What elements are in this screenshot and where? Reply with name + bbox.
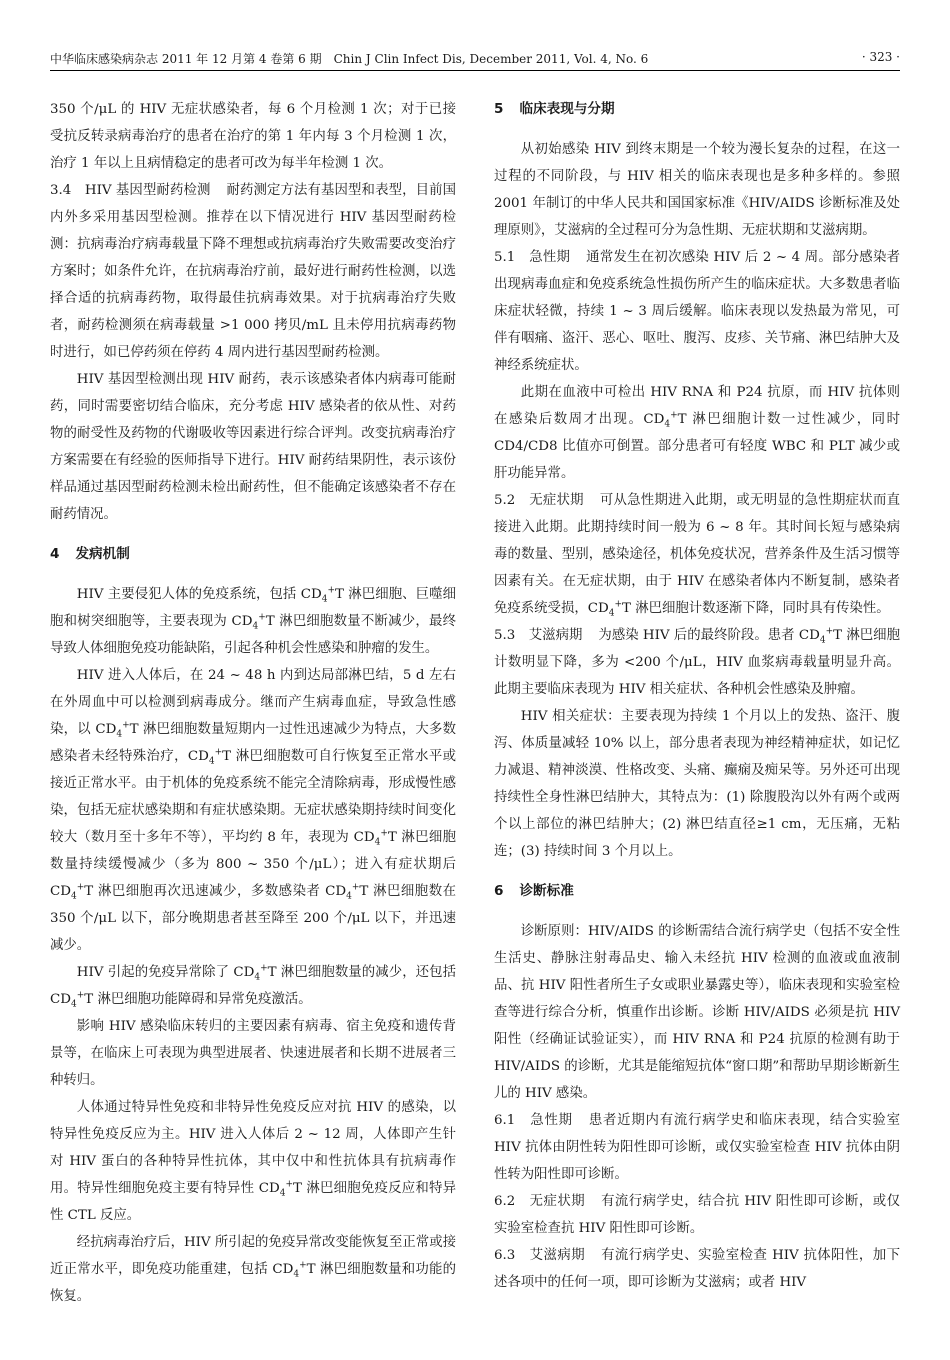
section-3-4 xyxy=(50,177,456,366)
section-6-3: 6.3 艾滋病期 有流行病学史、实验室检查 HIV 抗体阳性，加下述各项中的任何一项，即可诊断为艾滋病；或者 HIV xyxy=(494,1248,900,1290)
journal-citation: 中华临床感染病杂志 2011 年 12 月第 4 卷第 6 期 Chin J Clin Infect Dis, December 2011, Vol. 4, No. 6 xyxy=(50,52,649,66)
page-number: · 323 · xyxy=(861,50,900,64)
paragraph: 人体通过特异性免疫和非特异性免疫反应对抗 HIV 的感染，以特异性免疫反应为主。HIV 进入人体后 2 ~ 12 周，人体即产生针对 HIV 蛋白的各种特异性抗体，其中仅中和性抗体具有抗病毒作用。特异性细胞免疫主要有特异性 $CD_4^+T$ 淋巴细胞免疫反应和特异性 CTL 反应。 xyxy=(50,1100,456,1223)
paragraph: HIV 进入人体后，在 24 ~ 48 h 内到达局部淋巴结，5 d 左右在外周血中可以检测到病毒成分。继而产生病毒血症，导致急性感染，以 $CD_4^+T$ 淋巴细胞数量短期内一过性迅速减少为特点，大多数感染者未经特殊治疗，$CD_4^+T$ 淋巴细胞数可自行恢复至正常水平或接近正常水平。由于机体的免疫系统不能完全清除病毒，形成慢性感染，包括无症状感染期和有症状感染期。无症状感染期持续时间变化较大（数月至十多年不等），平均约 8 年，表现为 $CD_4^+T$ 淋巴细胞数量持续缓慢减少（多为 800 ~ 350 个/μL）；进入有症状期后 $CD_4^+T$ 淋巴细胞再次迅速减少，多数感染者 $CD_4^+T$ 淋巴细胞数在 350 个/μL 以下，部分晚期患者甚至降至 200 个/μL 以下，并迅速减少。 xyxy=(50,668,457,953)
section-heading: 5 临床表现与分期 xyxy=(494,101,615,117)
paragraph: 此期在血液中可检出 HIV RNA 和 P24 抗原，而 HIV 抗体则在感染后数周才出现。$CD_4^+T$ 淋巴细胞计数一过性减少，同时 CD4/CD8 比值亦可倒置。部分患者可有轻度 WBC 和 PLT 减少或肝功能异常。 xyxy=(494,385,901,481)
section-heading: 4 发病机制 xyxy=(50,546,130,562)
subsection-label: 3.4 HIV 基因型耐药检测 xyxy=(50,183,211,198)
section-5-2: 5.2 无症状期 可从急性期进入此期，或无明显的急性期症状而直接进入此期。此期持续时间一般为 6 ~ 8 年。其时间长短与感染病毒的数量、型别，感染途径，机体免疫状况，营养条件及生活习惯等因素有关。在无症状期，由于 HIV 在感染者体内不断复制，感染者免疫系统受损，$CD_4^+T$ 淋巴细胞计数逐渐下降，同时具有传染性。 xyxy=(494,493,901,619)
paragraph: HIV 基因型检测出现 HIV 耐药，表示该感染者体内病毒可能耐药，同时需要密切结合临床，充分考虑 HIV 感染者的依从性、对药物的耐受性及药物的代谢吸收等因素进行综合评判。改变抗病毒治疗方案需要在有经验的医师指导下进行。HIV 耐药结果阴性，表示该份样品通过基因型耐药检测未检出耐药性，但不能确定该感染者不存在耐药情况。 xyxy=(50,372,456,522)
running-header xyxy=(50,50,900,70)
section-5-1: 5.1 急性期 通常发生在初次感染 HIV 后 2 ~ 4 周。部分感染者出现病毒血症和免疫系统急性损伤所产生的临床症状。大多数患者临床症状轻微，持续 1 ~ 3 周后缓解。临床表现以发热最为常见，可伴有咽痛、盗汗、恶心、呕吐、腹泻、皮疹、关节痛、淋巴结肿大及神经系统症状。 xyxy=(494,250,901,373)
paragraph: HIV 主要侵犯人体的免疫系统，包括 $CD_4^+T$ 淋巴细胞、巨噬细胞和树突细胞等，主要表现为 $CD_4^+T$ 淋巴细胞数量不断减少，最终导致人体细胞免疫功能缺陷，引起各种机会性感染和肿瘤的发生。 xyxy=(50,585,456,656)
paragraph: 经抗病毒治疗后，HIV 所引起的免疫异常改变能恢复至正常或接近正常水平，即免疫功能重建，包括 $CD_4^+T$ 淋巴细胞数量和功能的恢复。 xyxy=(50,1235,456,1304)
paragraph: 从初始感染 HIV 到终末期是一个较为漫长复杂的过程，在这一过程的不同阶段，与 HIV 相关的临床表现也是多种多样的。参照 2001 年制订的中华人民共和国国家标准《HIV/AIDS 诊断标准及处理原则》，艾滋病的全过程可分为急性期、无症状期和艾滋病期。 xyxy=(494,142,900,238)
section-heading: 6 诊断标准 xyxy=(494,883,574,899)
paragraph: HIV 引起的免疫异常除了 $CD_4^+T$ 淋巴细胞数量的减少，还包括 $CD_4^+T$ 淋巴细胞功能障碍和异常免疫激活。 xyxy=(50,963,457,1010)
section-5-3: 5.3 艾滋病期 为感染 HIV 后的最终阶段。患者 $CD_4^+T$ 淋巴细胞计数明显下降，多为 <200 个/μL，HIV 血浆病毒载量明显升高。此期主要临床表现为 HIV 相关症状、各种机会性感染及肿瘤。 xyxy=(494,626,900,697)
left-column xyxy=(50,96,456,1310)
paragraph: 影响 HIV 感染临床转归的主要因素有病毒、宿主免疫和遗传背景等，在临床上可表现为典型进展者、快速进展者和长期不进展者三种转归。 xyxy=(50,1019,456,1088)
section-6-2: 6.2 无症状期 有流行病学史，结合抗 HIV 阳性即可诊断，或仅实验室检查抗 HIV 阳性即可诊断。 xyxy=(494,1194,900,1236)
paragraph: HIV 相关症状：主要表现为持续 1 个月以上的发热、盗汗、腹泻、体质量减轻 10% 以上，部分患者表现为神经精神症状，如记忆力减退、精神淡漠、性格改变、头痛、癫痫及痴呆等。另外还可出现持续性全身性淋巴结肿大，其特点为：(1) 除腹股沟以外有两个或两个以上部位的淋巴结肿大；(2) 淋巴结直径≥1 cm，无压痛，无粘连；(3) 持续时间 3 个月以上。 xyxy=(494,709,900,859)
right-column xyxy=(494,96,900,1296)
paragraph: 350 个/μL 的 HIV 无症状感染者，每 6 个月检测 1 次；对于已接受抗反转录病毒治疗的患者在治疗的第 1 年内每 3 个月检测 1 次，治疗 1 年以上且病情稳定的患者可改为每半年检测 1 次。 xyxy=(50,102,456,171)
paragraph: 诊断原则：HIV/AIDS 的诊断需结合流行病学史（包括不安全性生活史、静脉注射毒品史、输入未经抗 HIV 检测的血液或血液制品、抗 HIV 阳性者所生子女或职业暴露史等），临床表现和实验室检查等进行综合分析，慎重作出诊断。诊断 HIV/AIDS 必须是抗 HIV 阳性（经确证试验证实），而 HIV RNA 和 P24 抗原的检测有助于 HIV/AIDS 的诊断，尤其是能缩短抗体“窗口期”和帮助早期诊断新生儿的 HIV 感染。 xyxy=(494,924,900,1101)
header-rule xyxy=(50,70,900,71)
section-6-1: 6.1 急性期 患者近期内有流行病学史和临床表现，结合实验室 HIV 抗体由阴性转为阳性即可诊断，或仅实验室检查 HIV 抗体由阴性转为阳性即可诊断。 xyxy=(494,1113,901,1182)
paragraph-text: 耐药测定方法有基因型和表型，目前国内外多采用基因型检测。推荐在以下情况进行 HIV 基因型耐药检测：抗病毒治疗病毒载量下降不理想或抗病毒治疗失败需要改变治疗方案时；如条件允许，在抗病毒治疗前，最好进行耐药性检测，以选择合适的抗病毒药物，取得最佳抗病毒效果。对于抗病毒治疗失败者，耐药检测须在病毒载量 >1 000 拷贝/mL 且未停用抗病毒药物时进行，如已停药须在停药 4 周内进行基因型耐药检测。 xyxy=(50,183,456,360)
